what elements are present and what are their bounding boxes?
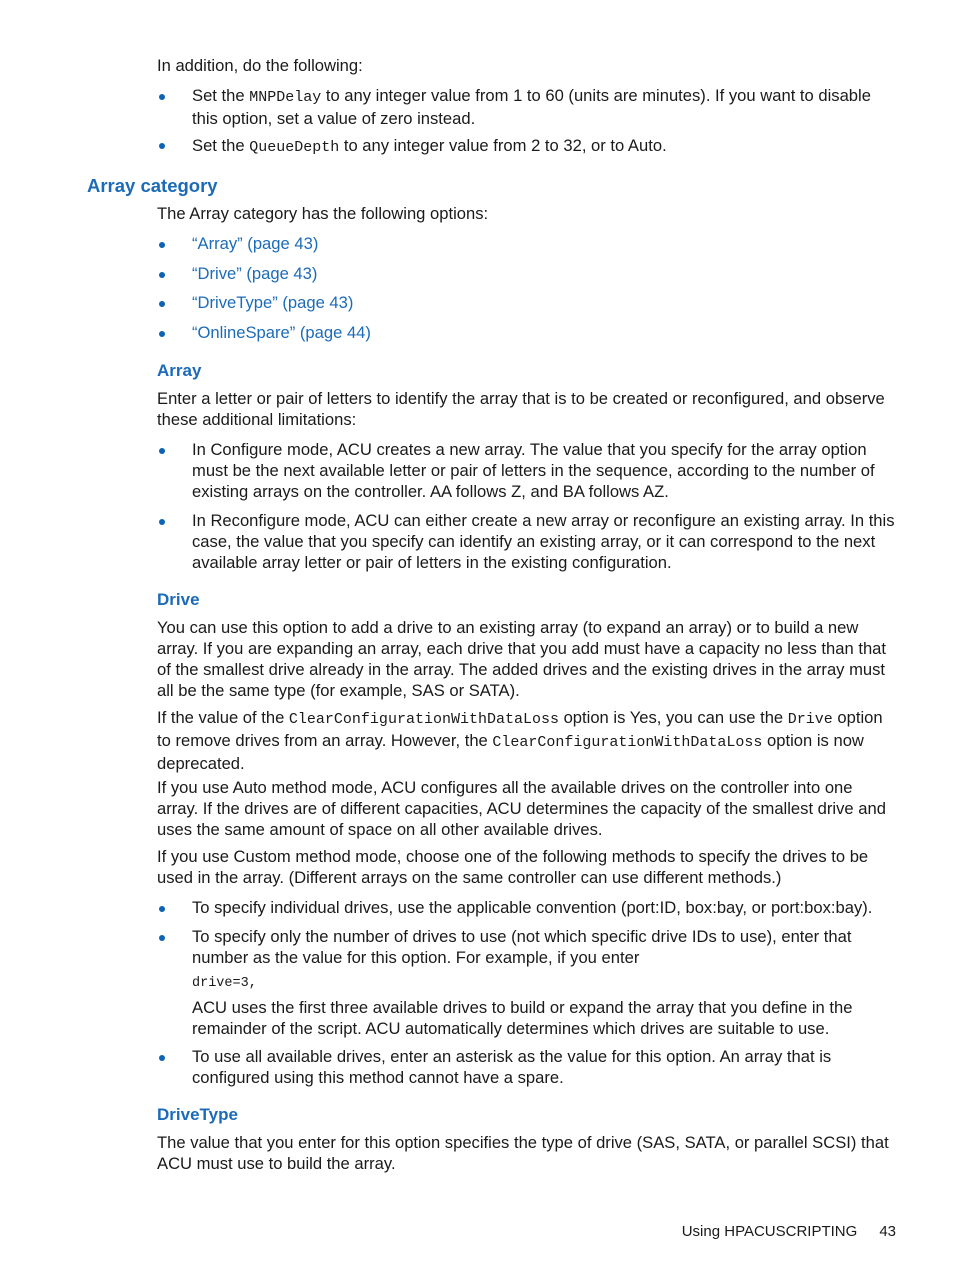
code-mnpdelay: MNPDelay	[249, 89, 322, 106]
link-array[interactable]: “Array” (page 43)	[192, 234, 319, 253]
intro-text: In addition, do the following:	[157, 56, 363, 75]
drive-bullet-number: To specify only the number of drives to use (not which specific drive IDs to use), enter that number as the value for this option. For example, if you enter	[192, 927, 852, 967]
code-queuedepth: QueueDepth	[249, 139, 340, 156]
drive-para1: You can use this option to add a drive to an existing array (to expand an array) or to build a new array. If you are expanding an array, each drive that you add must have a capacity no less than that of the smallest drive already in the array. The added drives and the existing drives in the array must all be the same type (for example, SAS or SATA).	[157, 618, 887, 700]
heading-array-category: Array category	[87, 175, 218, 196]
intro-bullet-queuedepth: Set the QueueDepth to any integer value from 2 to 32, or to Auto.	[192, 136, 667, 156]
drive-para2: If the value of the ClearConfigurationWithDataLoss option is Yes, you can use the Drive option to remove drives from an array. However, the ClearConfigurationWithDataLoss option is now deprecated.	[157, 708, 883, 773]
link-onlinespare[interactable]: “OnlineSpare” (page 44)	[192, 323, 371, 342]
code-drive: Drive	[787, 711, 833, 728]
heading-array: Array	[157, 361, 202, 380]
page-number: 43	[879, 1223, 896, 1240]
bullet-marker	[159, 448, 165, 454]
array-category-intro: The Array category has the following options:	[157, 204, 489, 223]
drive-bullet-individual: To specify individual drives, use the applicable convention (port:ID, box:bay, or port:box:bay).	[192, 898, 873, 917]
bullet-marker	[159, 242, 165, 248]
array-bullet-configure: In Configure mode, ACU creates a new array. The value that you specify for the array option must be the next available letter or pair of letters in the sequence, according to the number of existing arrays on the controller. AA follows Z, and BA follows AZ.	[192, 440, 875, 501]
code-clearconfig: ClearConfigurationWithDataLoss	[492, 734, 763, 751]
bullet-marker	[159, 906, 165, 912]
code-clearconfig: ClearConfigurationWithDataLoss	[288, 711, 559, 728]
bullet-marker	[159, 272, 165, 278]
heading-drivetype: DriveType	[157, 1105, 238, 1124]
drivetype-text: The value that you enter for this option specifies the type of drive (SAS, SATA, or parallel SCSI) that ACU must use to build the array.	[157, 1133, 889, 1173]
drive-after-code: ACU uses the first three available drives to build or expand the array that you define in the remainder of the script. ACU automatically determines which drives are suitable to use.	[192, 998, 853, 1038]
link-drive[interactable]: “Drive” (page 43)	[192, 264, 318, 283]
bullet-marker	[159, 1055, 165, 1061]
code-example: drive=3,	[192, 976, 257, 991]
array-intro: Enter a letter or pair of letters to identify the array that is to be created or reconfigured, and observe these additional limitations:	[157, 389, 885, 429]
bullet-marker	[159, 935, 165, 941]
drive-para3: If you use Auto method mode, ACU configures all the available drives on the controller into one array. If the drives are of different capacities, ACU determines the capacity of the smallest drive and uses the same amount of space on all other available drives.	[157, 778, 886, 839]
drive-para4: If you use Custom method mode, choose one of the following methods to specify the drives to be used in the array. (Different arrays on the same controller can use different methods.)	[157, 847, 869, 887]
bullet-marker	[159, 301, 165, 307]
link-drivetype[interactable]: “DriveType” (page 43)	[192, 293, 354, 312]
intro-bullet-mnpdelay: Set the MNPDelay to any integer value from 1 to 60 (units are minutes). If you want to disable this option, set a value of zero instead.	[192, 86, 871, 128]
bullet-marker	[159, 331, 165, 337]
page-footer	[682, 1222, 896, 1242]
bullet-marker	[159, 519, 165, 525]
bullet-marker	[159, 143, 165, 149]
footer-section: Using HPACUSCRIPTING	[681, 1223, 858, 1240]
heading-drive: Drive	[157, 590, 200, 609]
drive-bullet-asterisk: To use all available drives, enter an asterisk as the value for this option. An array that is configured using this method cannot have a spare.	[192, 1047, 832, 1087]
bullet-marker	[159, 94, 165, 100]
array-bullet-reconfigure: In Reconfigure mode, ACU can either create a new array or reconfigure an existing array. In this case, the value that you specify can identify an existing array, or it can correspond to the next available array letter or pair of letters in the existing configuration.	[192, 511, 895, 572]
